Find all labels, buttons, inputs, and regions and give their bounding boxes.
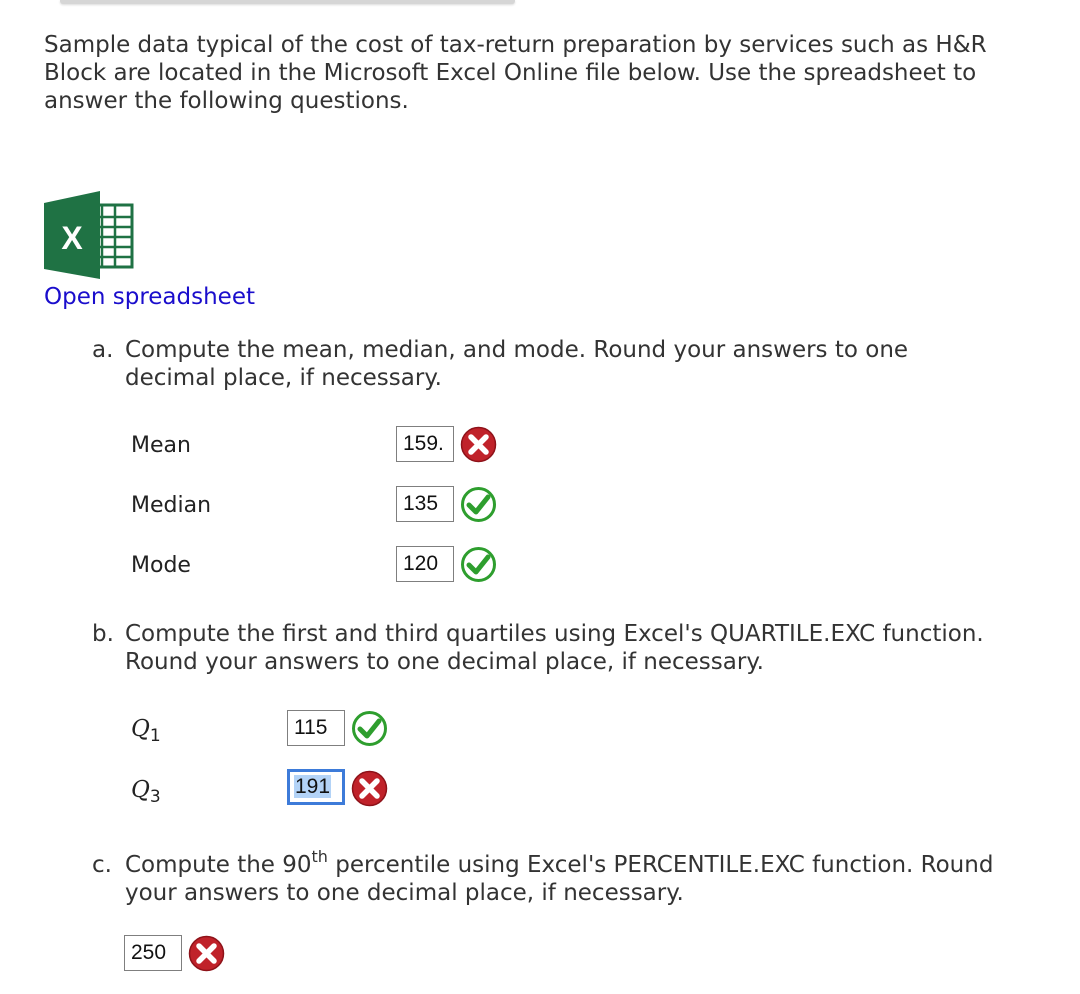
mode-label: Mode [131, 553, 191, 578]
question-c-superscript: th [311, 847, 328, 866]
q1-label [131, 716, 161, 746]
question-b-letter: b. [92, 621, 114, 647]
question-a-letter: a. [92, 337, 114, 363]
question-c-prompt [92, 847, 1032, 907]
intro-text: Sample data typical of the cost of tax-return preparation by services such as H&R Block are located in the Microsoft Excel Online file below. Use the spreadsheet to answer the following questions. [44, 32, 987, 114]
q3-subscript: 3 [149, 787, 161, 807]
q1-input[interactable]: 115 [287, 710, 345, 746]
incorrect-icon [188, 935, 225, 972]
question-c-prompt-end: percentile using Excel's PERCENTILE.EXC function. Round your answers to one decimal place, if necessary. [125, 852, 994, 906]
incorrect-icon [351, 770, 388, 807]
question-c-prompt-start: Compute the 90 [125, 852, 312, 878]
question-b-prompt: Compute the first and third quartiles using Excel's QUARTILE.EXC function. Round your answers to one decimal place, if necessary. [125, 621, 984, 675]
q3-symbol: Q [131, 777, 150, 803]
correct-icon [351, 710, 388, 747]
incorrect-icon [460, 426, 497, 463]
top-divider [60, 0, 515, 4]
q3-input[interactable] [287, 769, 345, 805]
q3-selected-value: 191 [295, 775, 331, 798]
mean-input[interactable]: 159. [396, 426, 454, 462]
correct-icon [460, 486, 497, 523]
median-input[interactable]: 135 [396, 486, 454, 522]
median-label: Median [131, 493, 212, 518]
question-a [92, 336, 992, 392]
correct-icon [460, 546, 497, 583]
q1-symbol: Q [131, 716, 150, 742]
svg-text:X: X [61, 220, 83, 256]
question-c-letter: c. [92, 852, 112, 878]
question-c [92, 847, 1032, 907]
question-a-prompt: Compute the mean, median, and mode. Round your answers to one decimal place, if necessary. [125, 337, 909, 391]
open-spreadsheet-link[interactable]: Open spreadsheet [44, 284, 255, 310]
mode-input[interactable]: 120 [396, 546, 454, 582]
percentile-input[interactable]: 250 [124, 935, 182, 971]
excel-icon[interactable] [44, 191, 140, 279]
q1-subscript: 1 [149, 726, 161, 746]
q3-label [131, 777, 161, 807]
mean-label: Mean [131, 433, 191, 458]
question-b [92, 620, 1052, 676]
